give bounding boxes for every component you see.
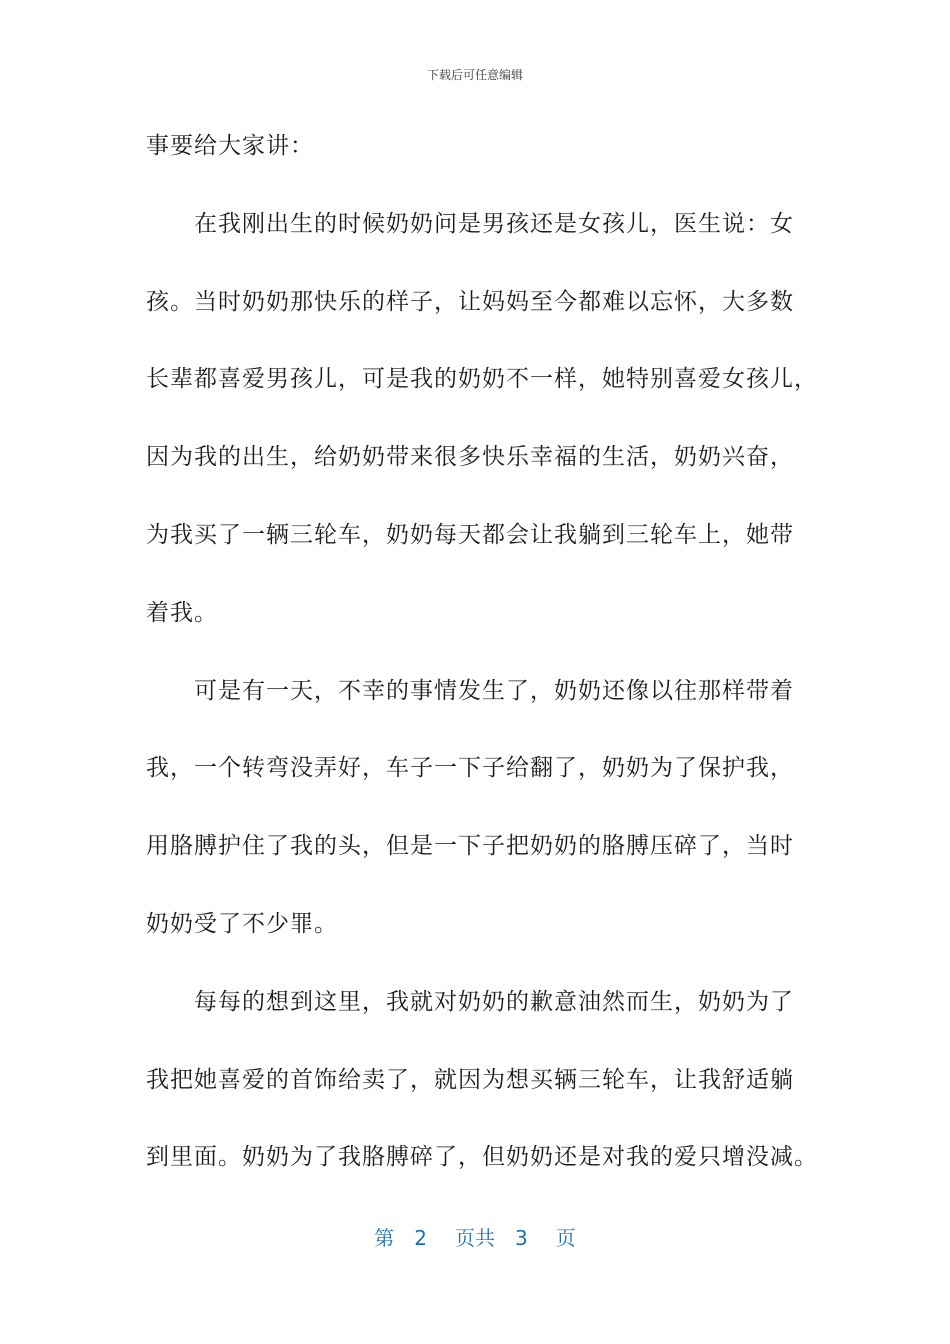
total-pages-number: 3 — [515, 1226, 528, 1250]
body-line: 我，一个转弯没弄好，车子一下子给翻了，奶奶为了保护我， — [146, 755, 794, 782]
body-line: 我把她喜爱的首饰给卖了，就因为想买辆三轮车，让我舒适躺 — [146, 1066, 794, 1093]
body-line-paragraph-start: 在我刚出生的时候奶奶问是男孩还是女孩儿，医生说：女 — [194, 210, 794, 237]
body-line: 为我买了一辆三轮车，奶奶每天都会让我躺到三轮车上，她带 — [146, 521, 794, 548]
body-line: 奶奶受了不少罪。 — [146, 910, 338, 937]
body-line: 长辈都喜爱男孩儿，可是我的奶奶不一样，她特别喜爱女孩儿， — [146, 366, 818, 393]
body-line-paragraph-start: 可是有一天，不幸的事情发生了，奶奶还像以往那样带着 — [194, 677, 794, 704]
body-line: 孩。当时奶奶那快乐的样子，让妈妈至今都难以忘怀，大多数 — [146, 288, 794, 315]
body-line: 着我。 — [146, 599, 218, 626]
page-number-prefix: 第 — [374, 1226, 395, 1250]
page-footer — [0, 1226, 950, 1250]
body-line: 用胳膊护住了我的头，但是一下子把奶奶的胳膊压碎了，当时 — [146, 833, 794, 860]
page-number-suffix: 页 — [555, 1226, 576, 1250]
body-line: 到里面。奶奶为了我胳膊碎了，但奶奶还是对我的爱只增没减。 — [146, 1144, 818, 1171]
document-body — [146, 126, 816, 1215]
body-line: 因为我的出生，给奶奶带来很多快乐幸福的生活，奶奶兴奋， — [146, 444, 794, 471]
current-page-number: 2 — [414, 1226, 427, 1250]
body-line-paragraph-start: 每每的想到这里，我就对奶奶的歉意油然而生，奶奶为了 — [194, 988, 794, 1015]
body-line: 事要给大家讲： — [146, 133, 314, 159]
page-number-middle: 页共 — [455, 1226, 495, 1250]
page-header: 下载后可任意编辑 — [426, 68, 523, 82]
